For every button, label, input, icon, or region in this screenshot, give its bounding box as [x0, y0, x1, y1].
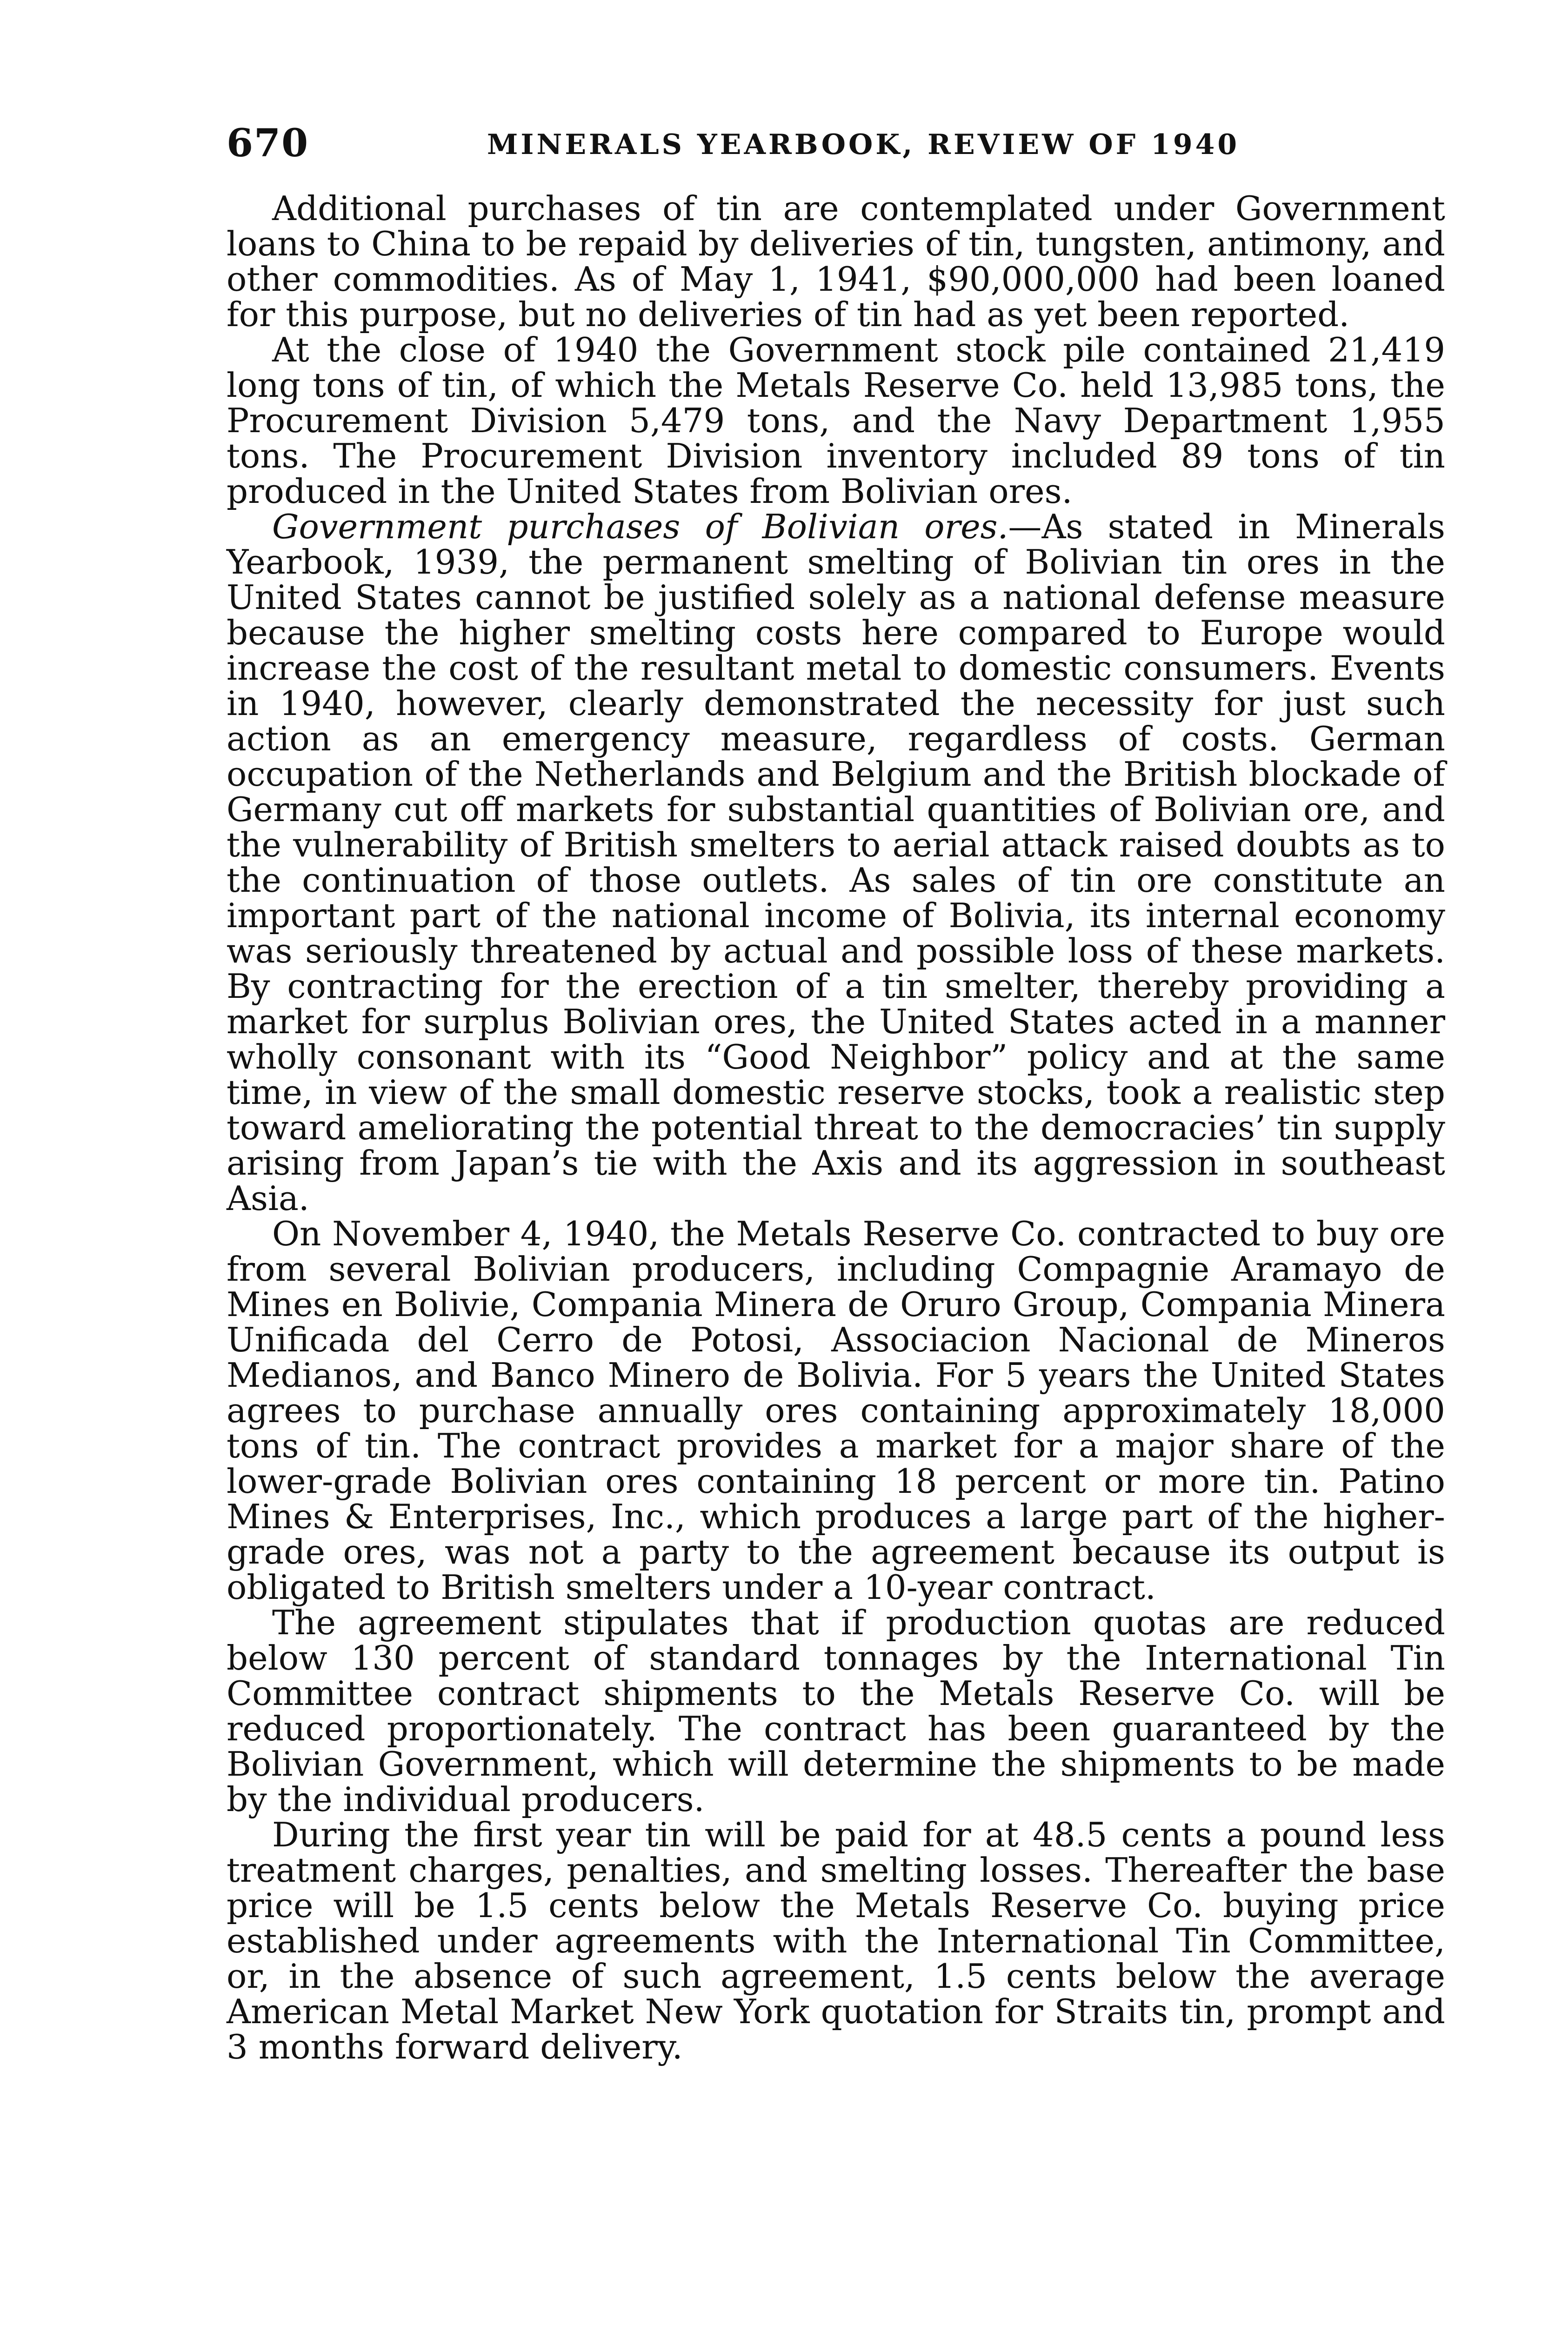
- paragraph-china-loans: [227, 191, 1445, 332]
- page-number: 670: [227, 121, 309, 166]
- paragraph-text: During the first year tin will be paid for at 48.5 cents a pound less treatment charges, penalties, and smelting losses. Thereafter the base price will be 1.5 cents below the Metals Reserve Co. buying price established under agreements with the International Tin Committee, or, in the absence of such agreement, 1.5 cents below the average American Metal Market New York quotation for Straits tin, prompt and 3 months forward delivery.: [227, 1815, 1445, 2066]
- paragraph-bolivian-ores: [227, 509, 1445, 1216]
- paragraph-text: Additional purchases of tin are contemplated under Government loans to China to be repaid by deliveries of tin, tungsten, antimony, and other commodities. As of May 1, 1941, $90,000,000 had been loaned for this purpose, but no deliveries of tin had as yet been reported.: [227, 189, 1445, 334]
- paragraph-text: At the close of 1940 the Government stock pile contained 21,419 long tons of tin, of which the Metals Reserve Co. held 13,985 tons, the Procurement Division 5,479 tons, and the Navy Department 1,955 tons. The Procurement Division inventory included 89 tons of tin produced in the United States from Bolivian ores.: [227, 330, 1445, 511]
- paragraph-contract: [227, 1216, 1445, 1605]
- paragraph-text: The agreement stipulates that if production quotas are reduced below 130 percent of standard tonnages by the International Tin Committee contract shipments to the Metals Reserve Co. will be reduced proportionately. The contract has been guaranteed by the Bolivian Government, which will determine the shipments to be made by the individual producers.: [227, 1603, 1445, 1819]
- body-text: [227, 191, 1445, 2065]
- section-run-in-heading: Government purchases of Bolivian ores.: [272, 507, 1008, 546]
- paragraph-quotas: [227, 1605, 1445, 1817]
- paragraph-text: —As stated in Minerals Yearbook, 1939, the permanent smelting of Bolivian tin ores in the United States cannot be justified solely as a national defense measure because the higher smelting costs here compared to Europe would increase the cost of the resultant metal to domestic consumers. Events in 1940, however, clearly demonstrated the necessity for just such action as an emergency measure, regardless of costs. German occupation of the Netherlands and Belgium and the British blockade of Germany cut off markets for substantial quantities of Bolivian ore, and the vulnerability of British smelters to aerial attack raised doubts as to the continuation of those outlets. As sales of tin ore constitute an important part of the national income of Bolivia, its internal economy was seriously threatened by actual and possible loss of these markets. By contracting for the erection of a tin smelter, thereby providing a market for surplus Bolivian ores, the United States acted in a manner wholly consonant with its “Good Neighbor” policy and at the same time, in view of the small domestic reserve stocks, took a realistic step toward ameliorating the potential threat to the democracies’ tin supply arising from Japan’s tie with the Axis and its aggression in southeast Asia.: [227, 507, 1445, 1218]
- paragraph-pricing: [227, 1817, 1445, 2065]
- paragraph-text: On November 4, 1940, the Metals Reserve Co. contracted to buy ore from several Bolivian producers, including Compagnie Aramayo de Mines en Bolivie, Compania Minera de Oruro Group, Compania Minera Unificada del Cerro de Potosi, Associacion Nacional de Mineros Medianos, and Banco Minero de Bolivia. For 5 years the United States agrees to purchase annually ores containing approximately 18,000 tons of tin. The contract provides a market for a major share of the lower-grade Bolivian ores containing 18 percent or more tin. Patino Mines & Enterprises, Inc., which produces a large part of the higher-grade ores, was not a party to the agreement because its output is obligated to British smelters under a 10-year contract.: [227, 1214, 1445, 1607]
- running-head: MINERALS YEARBOOK, REVIEW OF 1940: [487, 128, 1240, 161]
- paragraph-stock-pile: [227, 332, 1445, 509]
- page-header: [227, 121, 1436, 172]
